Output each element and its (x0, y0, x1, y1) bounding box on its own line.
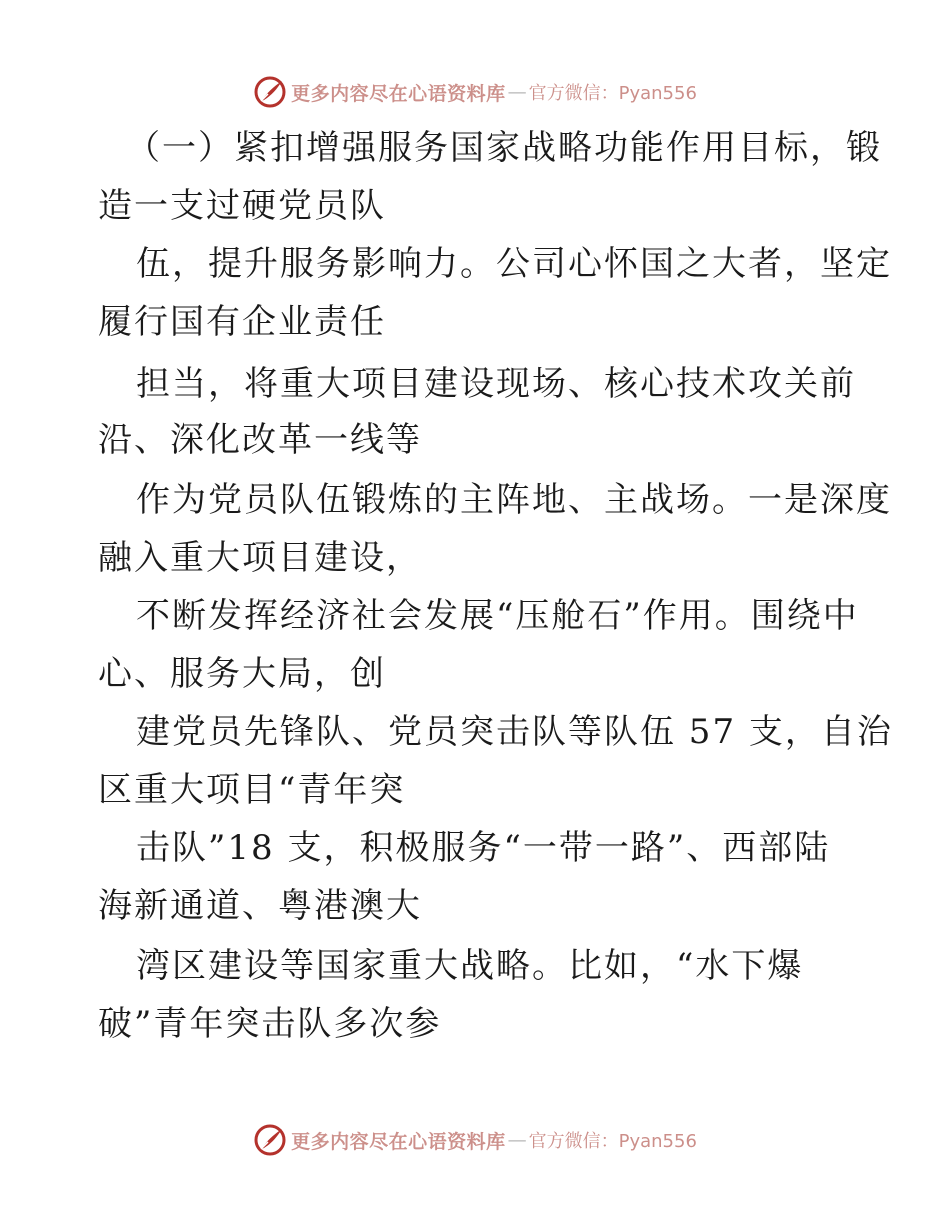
banner-wechat: 官方微信：Pyan556 (528, 1131, 697, 1152)
banner-site-name: 更多内容尽在心语资料库 (291, 82, 506, 105)
text-line: 湾区建设等国家重大战略。比如，“水下爆 (136, 946, 804, 986)
text-line: 建党员先锋队、党员突击队等队伍 57 支，自治 (136, 712, 893, 752)
feather-pen-logo-icon (253, 1123, 287, 1157)
banner-site-name: 更多内容尽在心语资料库 (291, 1130, 506, 1153)
text-line: 作为党员队伍锻炼的主阵地、主战场。一是深度 (136, 480, 892, 520)
banner-wechat: 官方微信：Pyan556 (528, 83, 697, 104)
text-line: （一）紧扣增强服务国家战略功能作用目标，锻 (126, 128, 882, 168)
text-line: 击队”18 支，积极服务“一带一路”、西部陆 (136, 828, 831, 868)
banner-separator: — (507, 81, 527, 103)
banner-separator: — (507, 1129, 527, 1151)
text-line: 海新通道、粤港澳大 (98, 886, 422, 926)
text-line: 担当，将重大项目建设现场、核心技术攻关前 (136, 364, 856, 404)
text-line: 履行国有企业责任 (98, 302, 386, 342)
text-line: 区重大项目“青年突 (98, 770, 406, 810)
text-line: 伍，提升服务影响力。公司心怀国之大者，坚定 (136, 244, 892, 284)
text-line: 心、服务大局，创 (98, 654, 386, 694)
text-line: 造一支过硬党员队 (98, 186, 386, 226)
feather-pen-logo-icon (253, 75, 287, 109)
text-line: 不断发挥经济社会发展“压舱石”作用。围绕中 (136, 596, 859, 636)
text-line: 融入重大项目建设， (98, 538, 422, 578)
footer-watermark-banner (0, 1120, 950, 1160)
text-line: 破”青年突击队多次参 (98, 1004, 442, 1044)
header-watermark-banner (0, 72, 950, 112)
text-line: 沿、深化改革一线等 (98, 420, 422, 460)
